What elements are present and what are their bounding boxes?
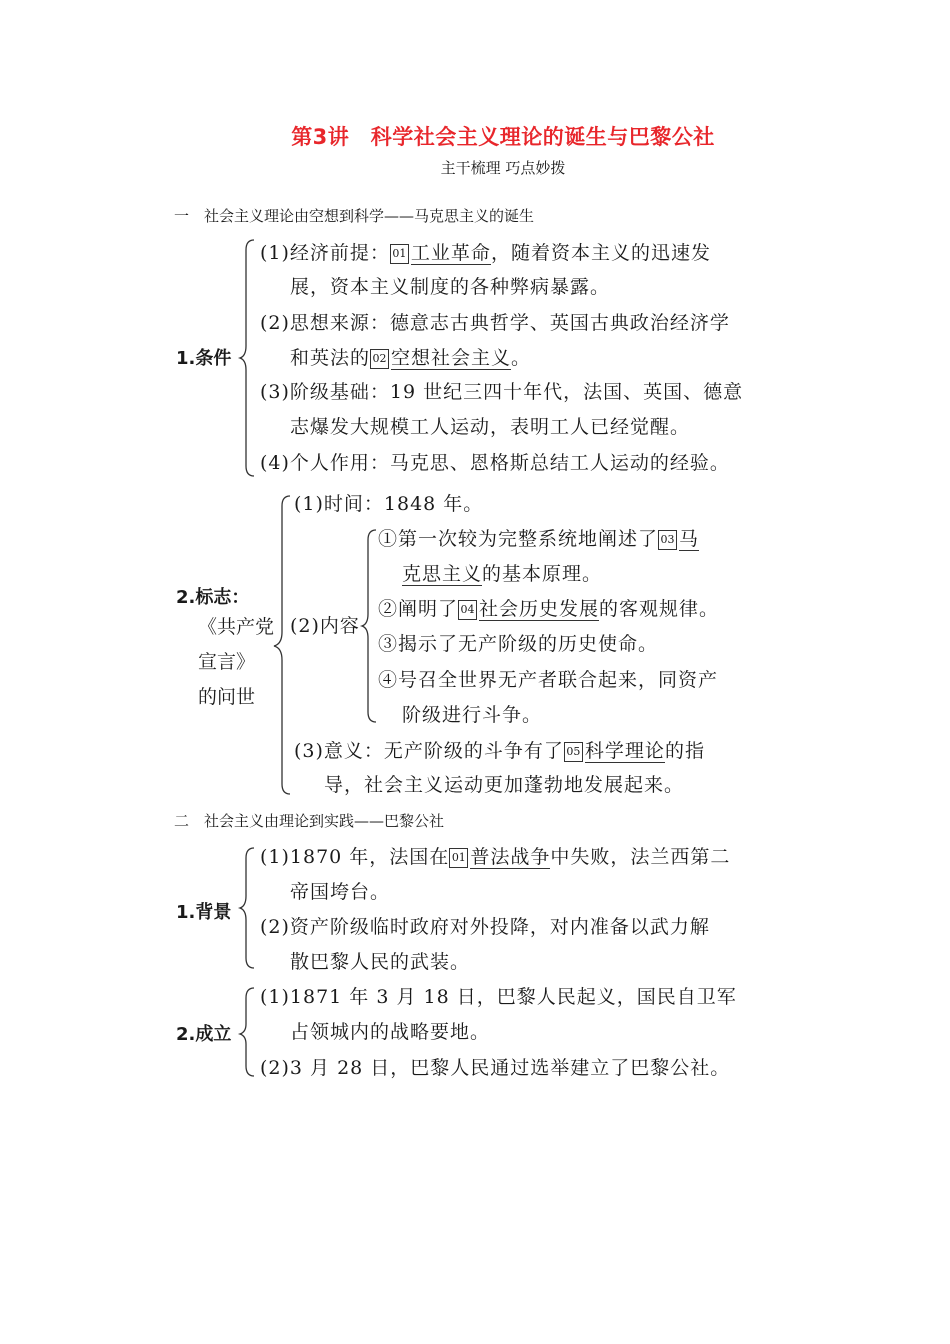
symbol-label: 2.标志：	[176, 587, 250, 608]
background-1-suffix: 中失败，法兰西第二	[550, 846, 731, 868]
content-2-prefix: ②阐明了	[378, 598, 459, 620]
background-brace	[240, 846, 260, 970]
key-term: 克思主义	[402, 563, 483, 585]
founding-item-1: (1)1871 年 3 月 18 日，巴黎人民起义，国民自卫军	[260, 986, 737, 1008]
content-2-suffix: 的客观规律。	[599, 598, 720, 620]
content-item-2	[378, 592, 719, 627]
background-item-1	[260, 840, 730, 875]
blank-number: 01	[449, 848, 468, 868]
content-1-suffix: 的基本原理。	[482, 563, 603, 585]
condition-item-3-line2: 志爆发大规模工人运动，表明工人已经觉醒。	[290, 416, 691, 438]
condition-item-1-line2: 展，资本主义制度的各种弊病暴露。	[290, 276, 611, 298]
condition-1-prefix: (1)经济前提：	[260, 242, 390, 264]
page-subtitle: 主干梳理 巧点妙拨	[440, 159, 566, 177]
symbol-label-line4: 的问世	[198, 686, 256, 708]
condition-item-3: (3)阶级基础：19 世纪三四十年代，法国、英国、德意	[260, 381, 744, 403]
key-term: 社会历史发展	[479, 598, 600, 620]
content-item-1-line2	[402, 557, 602, 592]
symbol-meaning	[294, 734, 705, 769]
symbol-meaning-line2: 导，社会主义运动更加蓬勃地发展起来。	[324, 774, 685, 796]
section1-heading: 一 社会主义理论由空想到科学——马克思主义的诞生	[174, 207, 535, 225]
blank-number: 04	[458, 600, 477, 620]
blank-number: 05	[564, 742, 583, 762]
founding-item-1-line2: 占领城内的战略要地。	[290, 1021, 491, 1043]
condition-2-prefix: 和英法的	[290, 347, 371, 369]
key-term: 空想社会主义	[391, 347, 512, 369]
background-item-2-line2: 散巴黎人民的武装。	[290, 951, 471, 973]
content-item-4-line2: 阶级进行斗争。	[402, 704, 543, 726]
key-term: 普法战争	[470, 846, 551, 868]
background-label: 1.背景	[176, 902, 232, 923]
content-item-3: ③揭示了无产阶级的历史使命。	[378, 633, 659, 655]
founding-label: 2.成立	[176, 1024, 232, 1045]
key-term: 工业革命	[410, 242, 491, 264]
condition-1-suffix: ，随着资本主义的迅速发	[490, 242, 711, 264]
content-item-1	[378, 522, 699, 557]
meaning-prefix: (3)意义：无产阶级的斗争有了	[294, 740, 564, 762]
condition-item-4: (4)个人作用：马克思、恩格斯总结工人运动的经验。	[260, 452, 730, 474]
blank-number: 03	[658, 530, 677, 550]
founding-item-2: (2)3 月 28 日，巴黎人民通过选举建立了巴黎公社。	[260, 1057, 731, 1079]
key-term: 科学理论	[584, 740, 665, 762]
conditions-label: 1.条件	[176, 348, 232, 369]
condition-item-2: (2)思想来源：德意志古典哲学、英国古典政治经济学	[260, 312, 730, 334]
meaning-suffix: 的指	[664, 740, 705, 762]
symbol-label-line3: 宣言》	[198, 651, 256, 673]
symbol-time: (1)时间：1848 年。	[294, 493, 484, 515]
page-title: 第3讲 科学社会主义理论的诞生与巴黎公社	[291, 125, 715, 149]
section2-heading: 二 社会主义由理论到实践——巴黎公社	[174, 812, 445, 830]
blank-number: 01	[390, 244, 409, 264]
symbol-brace	[274, 494, 296, 796]
content-1-prefix: ①第一次较为完整系统地阐述了	[378, 528, 659, 550]
condition-2-suffix: 。	[511, 347, 532, 369]
key-term: 马	[679, 528, 700, 550]
content-label: (2)内容	[290, 615, 360, 637]
background-item-1-line2: 帝国垮台。	[290, 881, 391, 903]
blank-number: 02	[370, 349, 389, 369]
condition-item-2-line2	[290, 341, 531, 376]
symbol-label-line2: 《共产党	[198, 616, 275, 638]
condition-item-1	[260, 236, 711, 271]
founding-brace	[240, 986, 260, 1078]
background-item-2: (2)资产阶级临时政府对外投降，对内准备以武力解	[260, 916, 710, 938]
content-item-4: ④号召全世界无产者联合起来，同资产	[378, 669, 719, 691]
conditions-brace	[240, 238, 260, 478]
background-1-prefix: (1)1870 年，法国在	[260, 846, 450, 868]
